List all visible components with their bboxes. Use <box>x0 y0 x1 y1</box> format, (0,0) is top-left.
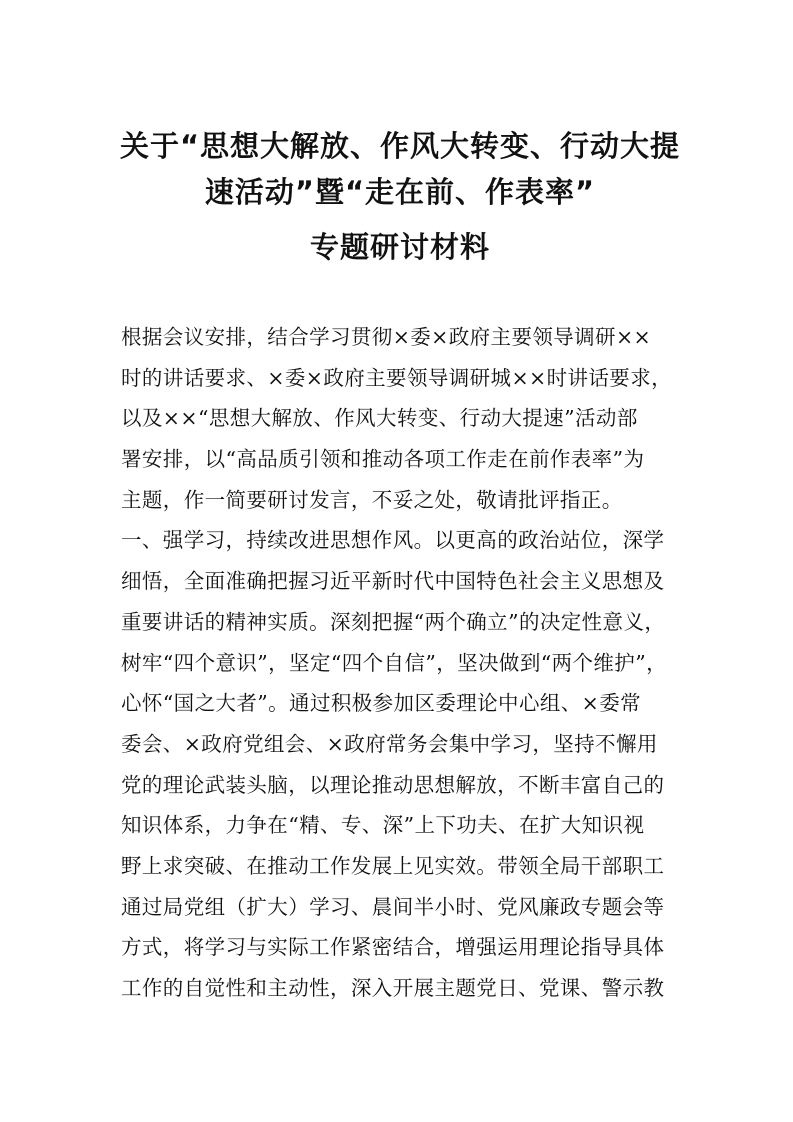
body-line: 工作的自觉性和主动性，深入开展主题党日、党课、警示教 <box>121 976 665 1000</box>
body-line: 通过局党组（扩大）学习、晨间半小时、党风廉政专题会等 <box>121 894 665 919</box>
body-line: 以及××“思想大解放、作风大转变、行动大提速”活动部 <box>121 406 638 431</box>
body-line: 根据会议安排，结合学习贯彻×委×政府主要领导调研×× <box>121 325 652 349</box>
body-line: 树牢“四个意识”，坚定“四个自信”，坚决做到“两个维护”， <box>121 650 667 675</box>
body-line: 知识体系，力争在“精、专、深”上下功夫、在扩大知识视 <box>121 813 645 838</box>
document-title-line-2: 速活动”暨“走在前、作表率” <box>204 175 596 209</box>
body-line: 党的理论武装头脑，以理论推动思想解放，不断丰富自己的 <box>121 772 665 797</box>
document-body <box>121 317 687 1009</box>
body-line: 时的讲话要求、×委×政府主要领导调研城××时讲话要求， <box>121 365 673 390</box>
body-line: 方式，将学习与实际工作紧密结合，增强运用理论指导具体 <box>121 935 665 960</box>
body-line: 一、强学习，持续改进思想作风。以更高的政治站位，深学 <box>121 528 665 553</box>
body-line: 主题，作一简要研讨发言，不妥之处，敬请批评指正。 <box>121 487 623 512</box>
document-subtitle: 专题研讨材料 <box>309 230 490 264</box>
body-line: 委会、×政府党组会、×政府常务会集中学习，坚持不懈用 <box>121 731 658 756</box>
document-title-line-1: 关于“思想大解放、作风大转变、行动大提 <box>119 129 681 163</box>
body-line: 重要讲话的精神实质。深刻把握“两个确立”的决定性意义， <box>121 609 666 634</box>
body-line: 署安排，以“高品质引领和推动各项工作走在前作表率”为 <box>121 447 645 472</box>
body-line: 心怀“国之大者”。通过积极参加区委理论中心组、×委常 <box>121 691 642 716</box>
body-line: 细悟，全面准确把握习近平新时代中国特色社会主义思想及 <box>121 569 665 594</box>
body-line: 野上求突破、在推动工作发展上见实效。带领全局干部职工 <box>121 853 665 878</box>
